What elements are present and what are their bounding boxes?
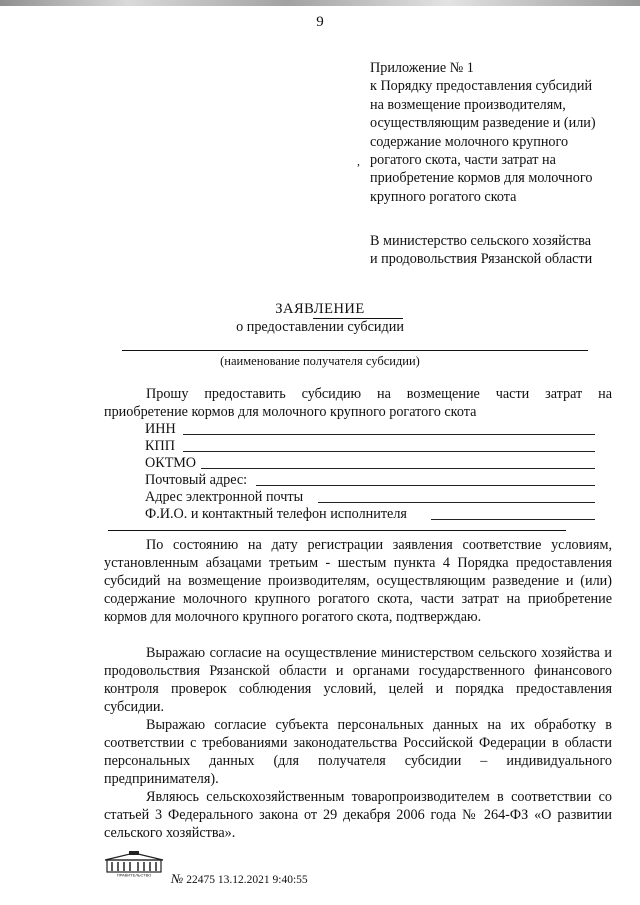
request-line: приобретение кормов для молочного крупного рогатого скота bbox=[104, 404, 477, 420]
field-postal-address: Почтовый адрес: bbox=[145, 472, 248, 488]
paragraph-conditions-text: По состоянию на дату регистрации заявления соответствие условиям, установленным абзацами третьим - шестым пункта 4 Порядка предоставления субсидий на возмещение производителям, осуществляющим разведение и (или) содержание молочного крупного рогатого скота, части затрат на приобретение кормов для молочного крупного рогатого скота, подтверждаю. bbox=[104, 537, 612, 625]
addressee-line: В министерство сельского хозяйства bbox=[370, 233, 592, 249]
appendix-line: Приложение № 1 bbox=[370, 60, 474, 76]
stamp-mark: № bbox=[171, 871, 184, 886]
field-oktmo: ОКТМО bbox=[145, 455, 197, 471]
paragraph-consent-personal-data-text: Выражаю согласие субъекта персональных данных на их обработку в соответствии с требованиями законодательства Российской Федерации в области персональных данных (для получателя субсидии – индивидуального предпринимателя). bbox=[104, 717, 612, 787]
appendix-line: осуществляющим разведение и (или) bbox=[370, 115, 596, 132]
government-building-logo bbox=[103, 851, 165, 877]
appendix-line: приобретение кормов для молочного bbox=[370, 170, 593, 187]
recipient-name-line bbox=[122, 350, 588, 351]
registration-stamp bbox=[171, 871, 308, 887]
paragraph-producer-status-text: Являюсь сельскохозяйственным товаропроизводителем в соответствии со статьей 3 Федерального закона от 29 декабря 2006 года № 264-ФЗ «О развитии сельского хозяйства». bbox=[104, 789, 612, 841]
field-kpp-line[interactable] bbox=[183, 451, 595, 452]
appendix-header bbox=[370, 59, 596, 206]
appendix-line: рогатого скота, части затрат на bbox=[370, 152, 556, 169]
logo-caption: ПРАВИТЕЛЬСТВО bbox=[116, 872, 152, 877]
field-email: Адрес электронной почты bbox=[145, 489, 304, 505]
field-oktmo-line[interactable] bbox=[201, 468, 595, 469]
separator-line bbox=[108, 530, 566, 531]
document-subtitle: о предоставлении субсидии bbox=[236, 319, 404, 335]
field-inn: ИНН bbox=[145, 421, 176, 437]
appendix-line: на возмещение производителям, bbox=[370, 96, 566, 113]
addressee-line: и продовольствия Рязанской области bbox=[370, 251, 593, 268]
field-kpp: КПП bbox=[145, 438, 175, 454]
paragraph-consent-inspection-text: Выражаю согласие на осуществление министерством сельского хозяйства и продовольствия Рязанской области и органами государственного финансового контроля проверок соблюдения условий, целей и порядка предоставления субсидии. bbox=[104, 645, 612, 715]
scan-edge-artifact bbox=[0, 0, 640, 6]
field-contact-person-line[interactable] bbox=[431, 519, 595, 520]
field-email-line[interactable] bbox=[318, 502, 595, 503]
request-paragraph bbox=[104, 385, 612, 421]
page-number: 9 bbox=[316, 14, 324, 30]
appendix-line: крупного рогатого скота bbox=[370, 188, 517, 205]
addressee-block bbox=[370, 232, 592, 269]
appendix-line: содержание молочного крупного bbox=[370, 133, 569, 150]
paragraph-consent-inspection bbox=[104, 644, 612, 716]
paragraph-consent-personal-data bbox=[104, 716, 612, 788]
document-title: ЗАЯВЛЕНИЕ bbox=[275, 301, 365, 317]
margin-mark: , bbox=[357, 154, 360, 168]
field-contact-person: Ф.И.О. и контактный телефон исполнителя bbox=[145, 506, 407, 522]
paragraph-producer-status bbox=[104, 788, 612, 842]
field-inn-line[interactable] bbox=[183, 434, 595, 435]
paragraph-conditions bbox=[104, 536, 612, 626]
stamp-text: 22475 13.12.2021 9:40:55 bbox=[186, 874, 308, 886]
recipient-caption: (наименование получателя субсидии) bbox=[220, 354, 420, 368]
request-line: Прошу предоставить субсидию на возмещение части затрат на bbox=[146, 386, 612, 402]
field-postal-address-line[interactable] bbox=[256, 485, 595, 486]
appendix-line: к Порядку предоставления субсидий bbox=[370, 78, 593, 95]
